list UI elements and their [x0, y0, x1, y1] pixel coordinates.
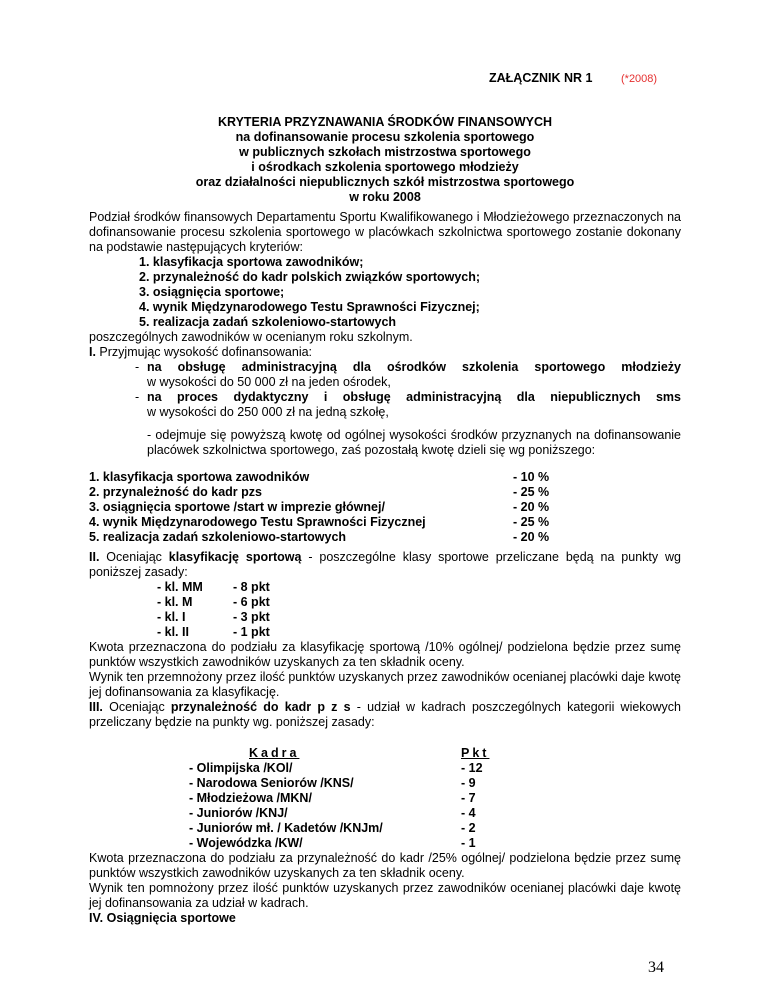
- criteria-item: 1. klasyfikacja sportowa zawodników;: [139, 255, 364, 269]
- distribution-row: [89, 515, 681, 530]
- section-3-paragraph: Wynik ten pomnożony przez ilość punktów uzyskanych przez zawodników ocenianej placówki daje kwotę jej dofinansowania za udział w kadrach.: [89, 881, 681, 910]
- cadre-points: - 1: [461, 836, 476, 850]
- distribution-row: [89, 485, 681, 500]
- cadre-row: [89, 791, 681, 806]
- cadre-row: [89, 806, 681, 821]
- section-1: [89, 345, 681, 545]
- class-label: - kl. II: [157, 625, 189, 639]
- intro-closing: poszczególnych zawodników w ocenianym roku szkolnym.: [89, 330, 413, 344]
- class-points: - 1 pkt: [233, 625, 270, 639]
- cadre-label: - Narodowa Seniorów /KNS/: [189, 776, 354, 790]
- cadre-row: [89, 776, 681, 791]
- distribution-row: [89, 470, 681, 485]
- title-line: na dofinansowanie procesu szkolenia sportowego: [235, 130, 535, 144]
- cadre-points: - 9: [461, 776, 476, 790]
- funding-item-bold: na obsługę administracyjną dla ośrodków szkolenia sportowego młodzieży: [147, 360, 681, 374]
- dash-bullet: -: [135, 360, 140, 374]
- section-2-lead-bold: klasyfikację sportową: [168, 550, 302, 564]
- class-label: - kl. I: [157, 610, 186, 624]
- title-line: w roku 2008: [349, 190, 421, 204]
- funding-item-bold: na proces dydaktyczny i obsługę administracyjną dla niepublicznych sms: [147, 390, 681, 404]
- dash-bullet: -: [135, 390, 140, 404]
- deduction-paragraph: - odejmuje się powyższą kwotę od ogólnej wysokości środków przyznanych na dofinansowanie placówek szkolnictwa sportowego, zaś pozostałą kwotę dzieli się wg poniższego:: [147, 428, 681, 457]
- cadre-points: - 7: [461, 791, 476, 805]
- class-label: - kl. M: [157, 595, 193, 609]
- distribution-value: - 20 %: [513, 500, 550, 514]
- cadre-points: - 12: [461, 761, 483, 775]
- funding-item: [89, 390, 681, 420]
- distribution-row: [89, 500, 681, 515]
- cadre-header-row: [89, 746, 681, 761]
- cadre-points: - 4: [461, 806, 476, 820]
- section-2-paragraph: Wynik ten przemnożony przez ilość punktów uzyskanych przez zawodników ocenianej placówki daje kwotę jej dofinansowania za klasyfikację.: [89, 670, 681, 699]
- cadre-label: - Olimpijska /KOl/: [189, 761, 293, 775]
- cadre-label: - Młodzieżowa /MKN/: [189, 791, 312, 805]
- attachment-title: ZAŁĄCZNIK NR 1: [489, 71, 593, 85]
- distribution-table: [89, 470, 681, 545]
- funding-item-text: w wysokości do 50 000 zł na jeden ośrodek,: [147, 375, 391, 389]
- class-row: [89, 595, 681, 610]
- class-row: [89, 610, 681, 625]
- page-number: 34: [648, 959, 664, 976]
- title-line: i ośrodkach szkolenia sportowego młodzieży: [251, 160, 519, 174]
- title-line: w publicznych szkołach mistrzostwa sportowego: [239, 145, 531, 159]
- intro-section: [89, 210, 681, 345]
- class-points: - 3 pkt: [233, 610, 270, 624]
- cadre-label: - Juniorów /KNJ/: [189, 806, 288, 820]
- section-2-lead: [89, 550, 681, 580]
- cadre-row: [89, 821, 681, 836]
- section-1-lead-text: Przyjmując wysokość dofinansowania:: [95, 345, 313, 359]
- section-4-heading: IV. Osiągnięcia sportowe: [89, 911, 236, 925]
- section-1-lead: [89, 345, 681, 360]
- cadre-label: - Wojewódzka /KW/: [189, 836, 303, 850]
- page-header: [89, 71, 681, 87]
- section-3-lead: [89, 700, 681, 730]
- section-1-number: I.: [89, 345, 96, 359]
- criteria-list: [139, 255, 681, 330]
- cadre-row: [89, 836, 681, 851]
- section-3-number: III.: [89, 700, 103, 714]
- class-points: - 6 pkt: [233, 595, 270, 609]
- class-points: - 8 pkt: [233, 580, 270, 594]
- criteria-item: 2. przynależność do kadr polskich związków sportowych;: [139, 270, 481, 284]
- title-line: oraz działalności niepublicznych szkół mistrzostwa sportowego: [195, 175, 575, 189]
- funding-item: [89, 360, 681, 390]
- cadre-row: [89, 761, 681, 776]
- distribution-value: - 10 %: [513, 470, 550, 484]
- distribution-label: 4. wynik Międzynarodowego Testu Sprawności Fizycznej: [89, 515, 426, 529]
- section-2-lead-b: - poszczególne klasy sportowe przeliczane będą na punkty wg poniższej zasady:: [89, 550, 682, 579]
- points-column-header: Pkt: [461, 746, 490, 760]
- distribution-value: - 25 %: [513, 515, 550, 529]
- cadre-label: - Juniorów mł. / Kadetów /KNJm/: [189, 821, 383, 835]
- section-3-lead-bold: przynależność do kadr p z s: [170, 700, 351, 714]
- year-note: (*2008): [621, 73, 658, 85]
- distribution-value: - 20 %: [513, 530, 550, 544]
- class-row: [89, 580, 681, 595]
- class-row: [89, 625, 681, 640]
- cadre-points-table: [89, 746, 681, 851]
- section-3-lead-b: - udział w kadrach poszczególnych kategorii wiekowych przeliczany będzie na punkty wg. poniższej zasady:: [89, 700, 681, 729]
- title-line: KRYTERIA PRZYZNAWANIA ŚRODKÓW FINANSOWYCH: [217, 115, 553, 129]
- distribution-label: 1. klasyfikacja sportowa zawodników: [89, 470, 310, 484]
- section-2-lead-a: Oceniając: [99, 550, 169, 564]
- section-3: [89, 700, 681, 926]
- cadre-column-header: Kadra: [249, 746, 300, 760]
- section-3-lead-a: Oceniając: [102, 700, 171, 714]
- section-2-paragraph: Kwota przeznaczona do podziału za klasyfikację sportową /10% ogólnej/ podzielona będzie przez sumę punktów wszystkich zawodników uzyskanych za ten składnik oceny.: [89, 640, 681, 669]
- section-3-paragraph: Kwota przeznaczona do podziału za przynależność do kadr /25% ogólnej/ podzielona będzie przez sumę punktów wszystkich zawodników uzyskanych za ten składnik oceny.: [89, 851, 681, 880]
- criteria-item: 3. osiągnięcia sportowe;: [139, 285, 285, 299]
- intro-paragraph: Podział środków finansowych Departamentu Sportu Kwalifikowanego i Młodzieżowego przeznaczonych na dofinansowanie procesu szkolenia sportowego w placówkach szkolnictwa sportowego zostanie dokonany na podstawie następujących kryteriów:: [89, 210, 681, 254]
- cadre-points: - 2: [461, 821, 476, 835]
- criteria-item: 5. realizacja zadań szkoleniowo-startowych: [139, 315, 397, 329]
- distribution-value: - 25 %: [513, 485, 550, 499]
- section-2: [89, 550, 681, 700]
- distribution-label: 2. przynależność do kadr pzs: [89, 485, 262, 499]
- class-points-table: [89, 580, 681, 640]
- document-title: [89, 115, 681, 205]
- funding-item-text: w wysokości do 250 000 zł na jedną szkołę,: [147, 405, 389, 419]
- distribution-row: [89, 530, 681, 545]
- distribution-label: 3. osiągnięcia sportowe /start w imprezie głównej/: [89, 500, 385, 514]
- section-2-number: II.: [89, 550, 100, 564]
- class-label: - kl. MM: [157, 580, 203, 594]
- criteria-item: 4. wynik Międzynarodowego Testu Sprawności Fizycznej;: [139, 300, 480, 314]
- distribution-label: 5. realizacja zadań szkoleniowo-startowych: [89, 530, 347, 544]
